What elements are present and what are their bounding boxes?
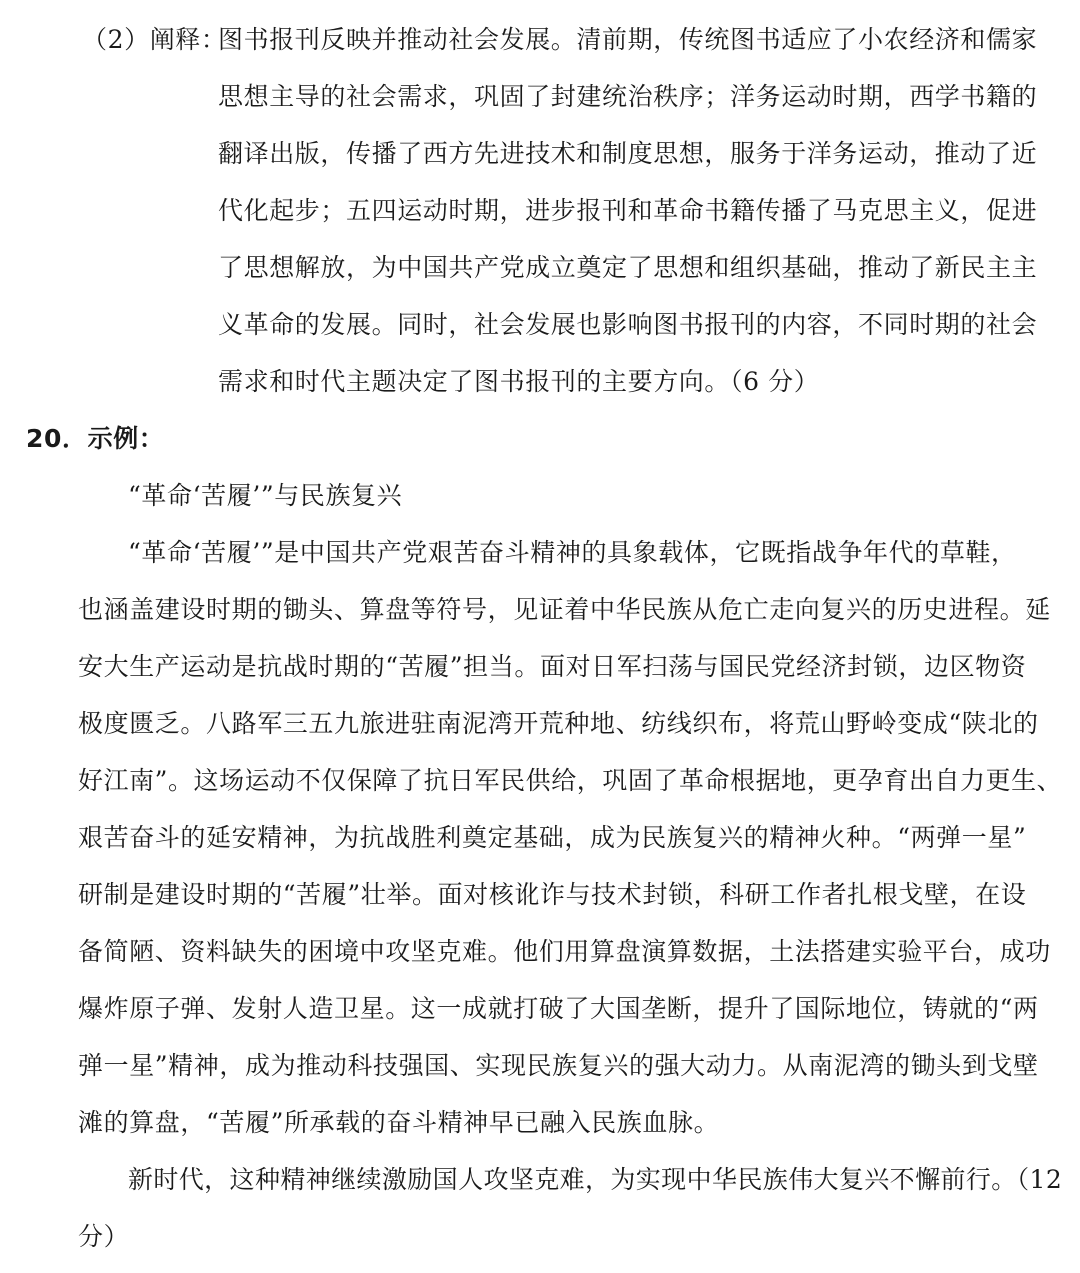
essay-line-11: 滩的算盘，“苦履”所承载的奋斗精神早已融入民族血脉。: [78, 1108, 720, 1137]
part2-line-2: 思想主导的社会需求，巩固了封建统治秩序；洋务运动时期，西学书籍的: [218, 82, 1038, 111]
essay-line-5: 好江南”。这场运动不仅保障了抗日军民供给，巩固了革命根据地，更孕育出自力更生、: [78, 766, 1063, 795]
essay-line-2: 也涵盖建设时期的锄头、算盘等符号，见证着中华民族从危亡走向复兴的历史进程。延: [78, 595, 1051, 624]
part2-line-5: 了思想解放，为中国共产党成立奠定了思想和组织基础，推动了新民主主: [218, 253, 1038, 282]
part2-label: （2）阐释：: [82, 25, 227, 54]
essay-line-9: 爆炸原子弹、发射人造卫星。这一成就打破了大国垄断，提升了国际地位，铸就的“两: [78, 994, 1039, 1023]
essay-line-1: “革命‘苦履’”是中国共产党艰苦奋斗精神的具象载体，它既指战争年代的草鞋，: [128, 538, 1017, 567]
part2-line-4: 代化起步；五四运动时期，进步报刊和革命书籍传播了马克思主义，促进: [218, 196, 1038, 225]
part2-line-6: 义革命的发展。同时，社会发展也影响图书报刊的内容，不同时期的社会: [218, 310, 1038, 339]
conclusion-line-2: 分）: [78, 1222, 130, 1251]
q20-heading: 20．示例：: [26, 424, 165, 453]
essay-line-4: 极度匮乏。八路军三五九旅进驻南泥湾开荒种地、纺线织布，将荒山野岭变成“陕北的: [78, 709, 1039, 738]
essay-line-6: 艰苦奋斗的延安精神，为抗战胜利奠定基础，成为民族复兴的精神火种。“两弹一星”: [78, 823, 1027, 852]
essay-line-3: 安大生产运动是抗战时期的“苦履”担当。面对日军扫荡与国民党经济封锁，边区物资: [78, 652, 1027, 681]
essay-line-7: 研制是建设时期的“苦履”壮举。面对核讹诈与技术封锁，科研工作者扎根戈壁，在设: [78, 880, 1027, 909]
conclusion-line-1: 新时代，这种精神继续激励国人攻坚克难，为实现中华民族伟大复兴不懈前行。（12: [128, 1165, 1063, 1194]
essay-title: “革命‘苦履’”与民族复兴: [128, 481, 403, 510]
part2-line-3: 翻译出版，传播了西方先进技术和制度思想，服务于洋务运动，推动了近: [218, 139, 1038, 168]
essay-line-10: 弹一星”精神，成为推动科技强国、实现民族复兴的强大动力。从南泥湾的锄头到戈壁: [78, 1051, 1039, 1080]
part2-line-1: 图书报刊反映并推动社会发展。清前期，传统图书适应了小农经济和儒家: [218, 25, 1038, 54]
essay-line-8: 备简陋、资料缺失的困境中攻坚克难。他们用算盘演算数据，土法搭建实验平台，成功: [78, 937, 1051, 966]
part2-line-7: 需求和时代主题决定了图书报刊的主要方向。（6 分）: [218, 367, 820, 396]
